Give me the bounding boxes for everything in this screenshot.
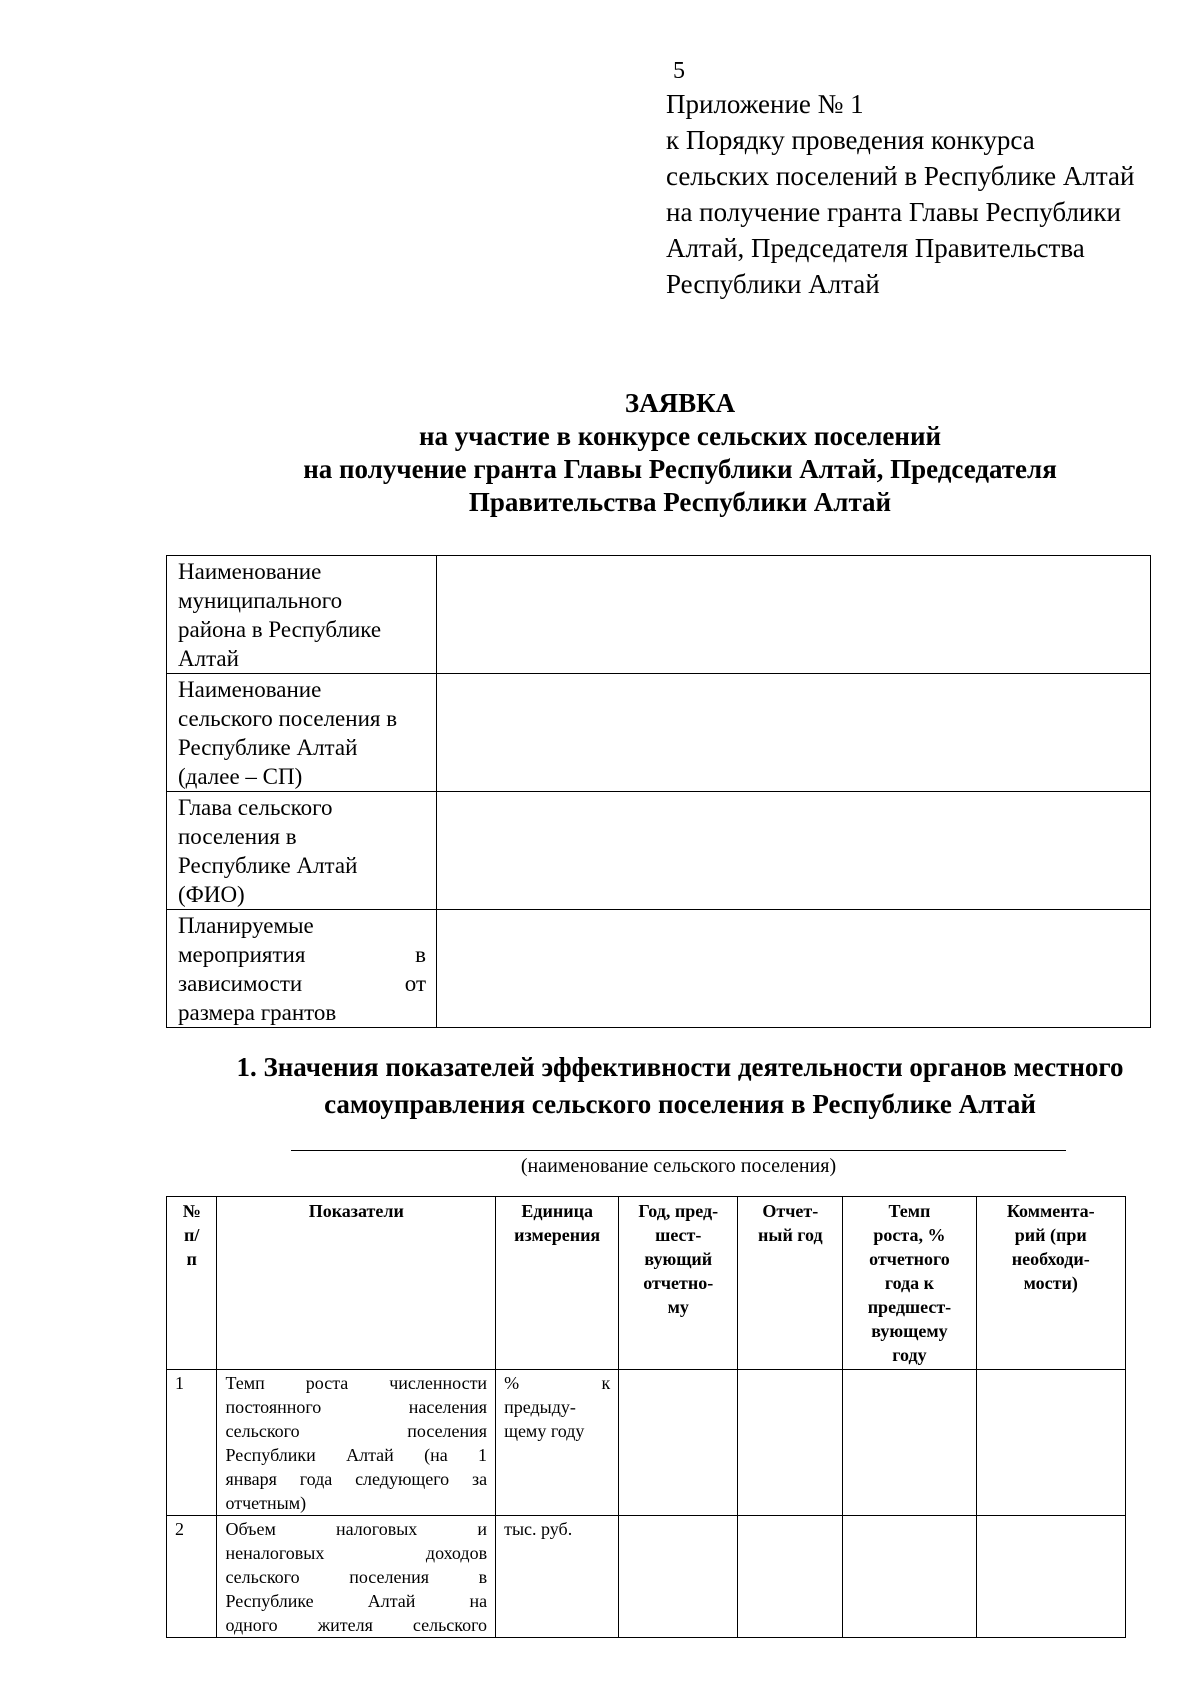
title-line: на получение гранта Главы Республики Алтай, Председателя	[303, 454, 1057, 484]
title-line: ЗАЯВКА	[624, 388, 736, 418]
info-label	[167, 910, 437, 1028]
label-line: Алтай	[178, 646, 239, 671]
settlement-name-caption: (наименование сельского поселения)	[520, 1155, 837, 1177]
application-info-table	[166, 555, 1151, 1028]
settlement-name-line[interactable]	[291, 1150, 1066, 1151]
label-line: размера грантов	[178, 1000, 337, 1025]
info-value-cell[interactable]	[437, 674, 1151, 792]
label-line: Наименование	[178, 559, 322, 584]
info-value-cell[interactable]	[437, 556, 1151, 674]
indicators-header-row	[167, 1197, 1126, 1370]
report-year-cell[interactable]	[738, 1370, 843, 1516]
row-number: 2	[167, 1516, 217, 1638]
label-line: зависимости от	[178, 971, 426, 996]
header-growth-rate: Темп роста, % отчетного года к предшест- вующему году	[843, 1197, 976, 1370]
appendix-line: Приложение № 1	[666, 89, 864, 119]
comment-cell[interactable]	[976, 1516, 1125, 1638]
appendix-line: сельских поселений в Республике Алтай	[666, 161, 1135, 191]
label-line: (далее – СП)	[178, 764, 303, 789]
info-row-district	[167, 556, 1151, 674]
unit-cell: % к предыду- щему году	[496, 1370, 619, 1516]
info-label	[167, 556, 437, 674]
appendix-line: на получение гранта Главы Республики	[666, 197, 1121, 227]
indicators-table	[166, 1196, 1126, 1638]
header-report-year: Отчет- ный год	[738, 1197, 843, 1370]
header-unit: Единица измерения	[496, 1197, 619, 1370]
section-title-line: 1. Значения показателей эффективности деятельности органов местного	[236, 1052, 1124, 1082]
header-prev-year: Год, пред- шест- вующий отчетно- му	[619, 1197, 738, 1370]
label-line: Планируемые	[178, 913, 314, 938]
info-value-cell[interactable]	[437, 792, 1151, 910]
appendix-header	[666, 86, 1134, 302]
label-line: района в Республике	[178, 617, 382, 642]
table-row	[167, 1516, 1126, 1638]
label-line: (ФИО)	[178, 882, 245, 907]
label-line: муниципального	[178, 588, 343, 613]
growth-rate-cell[interactable]	[843, 1370, 976, 1516]
header-comment: Коммента- рий (при необходи- мости)	[976, 1197, 1125, 1370]
prev-year-cell[interactable]	[619, 1516, 738, 1638]
info-row-activities	[167, 910, 1151, 1028]
appendix-line: к Порядку проведения конкурса	[666, 125, 1035, 155]
prev-year-cell[interactable]	[619, 1370, 738, 1516]
comment-cell[interactable]	[976, 1370, 1125, 1516]
page-number: 5	[673, 58, 685, 84]
title-line: Правительства Республики Алтай	[468, 487, 892, 517]
label-line: поселения в	[178, 824, 297, 849]
header-number: № п/ п	[167, 1197, 217, 1370]
info-label	[167, 674, 437, 792]
indicator-name: Объем налоговых и неналоговых доходов сельского поселения в Республике Алтай на одного жителя сельского	[217, 1516, 496, 1638]
label-line: Глава сельского	[178, 795, 333, 820]
row-number: 1	[167, 1370, 217, 1516]
appendix-line: Алтай, Председателя Правительства	[666, 233, 1085, 263]
growth-rate-cell[interactable]	[843, 1516, 976, 1638]
label-line: Республике Алтай	[178, 853, 358, 878]
info-value-cell[interactable]	[437, 910, 1151, 1028]
info-label	[167, 792, 437, 910]
section-title	[150, 1049, 1200, 1123]
report-year-cell[interactable]	[738, 1516, 843, 1638]
info-row-head	[167, 792, 1151, 910]
indicator-name: Темп роста численности постоянного населения сельского поселения Республики Алтай (на 1 января года следующего за отчетным)	[217, 1370, 496, 1516]
section-title-line: самоуправления сельского поселения в Республике Алтай	[324, 1089, 1036, 1119]
info-row-settlement	[167, 674, 1151, 792]
table-row	[167, 1370, 1126, 1516]
document-title	[150, 387, 1200, 519]
unit-cell: тыс. руб.	[496, 1516, 619, 1638]
appendix-line: Республики Алтай	[666, 269, 880, 299]
label-line: Республике Алтай	[178, 735, 358, 760]
label-line: мероприятия в	[178, 942, 426, 967]
label-line: Наименование	[178, 677, 322, 702]
title-line: на участие в конкурсе сельских поселений	[418, 421, 942, 451]
label-line: сельского поселения в	[178, 706, 398, 731]
header-indicators: Показатели	[217, 1197, 496, 1370]
